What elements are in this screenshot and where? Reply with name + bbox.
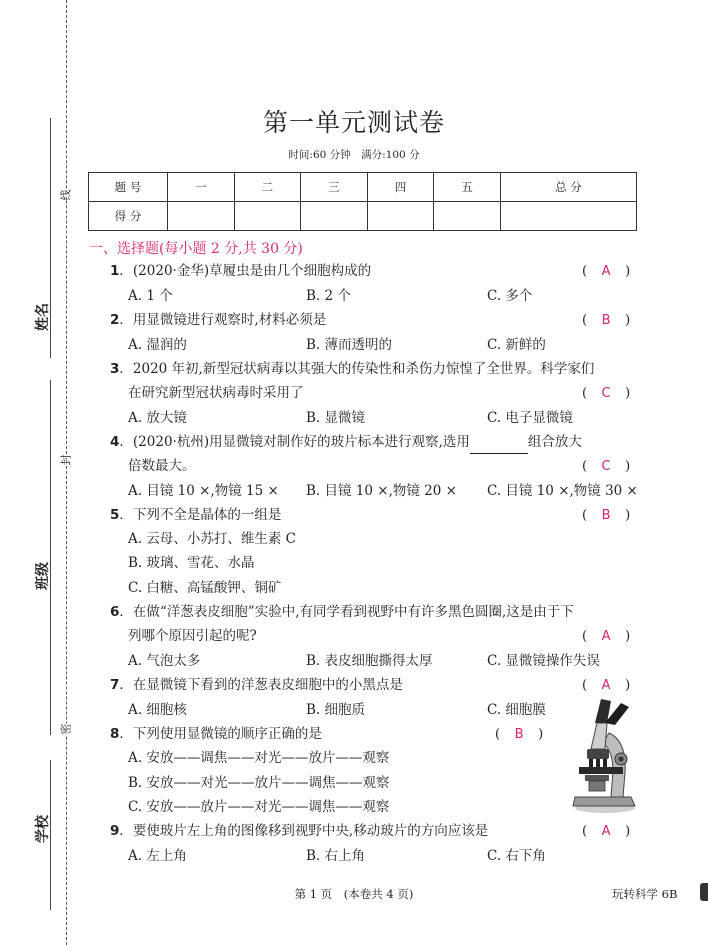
score-input-cell[interactable] [168, 202, 235, 231]
option: B. 安放——对光——放片——调焦——观察 [128, 775, 390, 791]
score-input-cell[interactable] [234, 202, 301, 231]
page-title: 第一单元测试卷 [262, 108, 445, 137]
answer-8: ( B ) [495, 727, 544, 742]
score-cell: 二 [234, 173, 301, 202]
question-2: 2．用显微镜进行观察时,材料必须是 [110, 312, 327, 328]
answer-5: ( B ) [582, 508, 631, 523]
answer-4: ( C ) [582, 459, 631, 474]
question-7: 7．在显微镜下看到的洋葱表皮细胞中的小黑点是 [110, 677, 403, 693]
option: C. 右下角 [487, 848, 546, 864]
option: A. 湿润的 [128, 337, 187, 353]
seal-char-seal: 封 [59, 454, 73, 466]
answer-1: ( A ) [582, 264, 631, 279]
option: C. 细胞膜 [487, 702, 546, 718]
answer-3: ( C ) [582, 386, 631, 401]
score-input-cell[interactable] [301, 202, 368, 231]
option: B. 目镜 10 ×,物镜 20 × [306, 483, 457, 499]
answer-7: ( A ) [582, 678, 631, 693]
option: B. 玻璃、雪花、水晶 [128, 555, 255, 571]
question-4: 4．(2020·杭州)用显微镜对制作好的玻片标本进行观察,选用 组合放大 [110, 430, 582, 454]
question-6-line-2: 列哪个原因引起的呢? [128, 628, 257, 644]
school-label: 学校 [35, 815, 51, 843]
score-cell: 总 分 [500, 173, 636, 202]
seal-char-line: 线 [59, 189, 73, 201]
score-table [88, 172, 637, 231]
answer-2: ( B ) [582, 313, 631, 328]
option: A. 细胞核 [128, 702, 187, 718]
question-3: 3．2020 年初,新型冠状病毒以其强大的传染性和杀伤力惊惶了全世界。科学家们 [110, 361, 595, 377]
score-cell: 五 [434, 173, 501, 202]
binding-dashed-line [66, 0, 67, 945]
exam-info: 时间:60 分钟 满分:100 分 [288, 149, 420, 161]
class-underline [50, 380, 51, 735]
option: B. 显微镜 [306, 410, 366, 426]
question-3-line-2: 在研究新型冠状病毒时采用了 [128, 385, 304, 401]
option: B. 表皮细胞撕得太厚 [306, 653, 433, 669]
score-table-score-row [89, 202, 637, 231]
option: A. 放大镜 [128, 410, 187, 426]
score-input-cell[interactable] [367, 202, 434, 231]
microscope-illustration [565, 693, 643, 815]
score-cell: 三 [301, 173, 368, 202]
option: A. 云母、小苏打、维生素 C [128, 531, 296, 547]
section-heading: 一、选择题(每小题 2 分,共 30 分) [89, 241, 303, 257]
question-6: 6．在做“洋葱表皮细胞”实验中,有同学看到视野中有许多黑色圆圈,这是由于下 [110, 604, 574, 620]
option: B. 薄而透明的 [306, 337, 393, 353]
option: B. 2 个 [306, 288, 351, 304]
option: B. 细胞质 [306, 702, 366, 718]
page-number: 第 1 页 (本卷共 4 页) [294, 887, 414, 901]
option: C. 显微镜操作失误 [487, 653, 600, 669]
name-label: 姓名 [35, 303, 51, 331]
score-input-cell[interactable] [500, 202, 636, 231]
answer-blank[interactable] [470, 439, 528, 454]
score-cell: 一 [168, 173, 235, 202]
answer-9: ( A ) [582, 824, 631, 839]
option: C. 目镜 10 ×,物镜 30 × [487, 483, 638, 499]
option: C. 安放——放片——对光——调焦——观察 [128, 799, 390, 815]
score-table-header-row [89, 173, 637, 202]
question-1: 1．(2020·金华)草履虫是由几个细胞构成的 [110, 263, 372, 279]
question-8: 8．下列使用显微镜的顺序正确的是 [110, 726, 322, 742]
question-9: 9．要使玻片左上角的图像移到视野中央,移动玻片的方向应该是 [110, 823, 489, 839]
score-cell: 四 [367, 173, 434, 202]
option: A. 左上角 [128, 848, 187, 864]
option: A. 1 个 [128, 288, 173, 304]
option: A. 安放——调焦——对光——放片——观察 [128, 750, 390, 766]
class-label: 班级 [35, 562, 51, 590]
score-cell: 题 号 [89, 173, 168, 202]
score-cell: 得 分 [89, 202, 168, 231]
option: C. 新鲜的 [487, 337, 546, 353]
option: B. 右上角 [306, 848, 366, 864]
page-tab-marker [700, 883, 708, 901]
question-5: 5．下列不全是晶体的一组是 [110, 507, 282, 523]
option: C. 电子显微镜 [487, 410, 573, 426]
answer-6: ( A ) [582, 629, 631, 644]
seal-char-secret: 密 [59, 723, 73, 735]
option: C. 白糖、高锰酸钾、铜矿 [128, 580, 282, 596]
option: C. 多个 [487, 288, 533, 304]
score-input-cell[interactable] [434, 202, 501, 231]
brand-label: 玩转科学 6B [612, 887, 678, 901]
question-4-line-2: 倍数最大。 [128, 458, 196, 474]
option: A. 气泡太多 [128, 653, 201, 669]
option: A. 目镜 10 ×,物镜 15 × [128, 483, 279, 499]
